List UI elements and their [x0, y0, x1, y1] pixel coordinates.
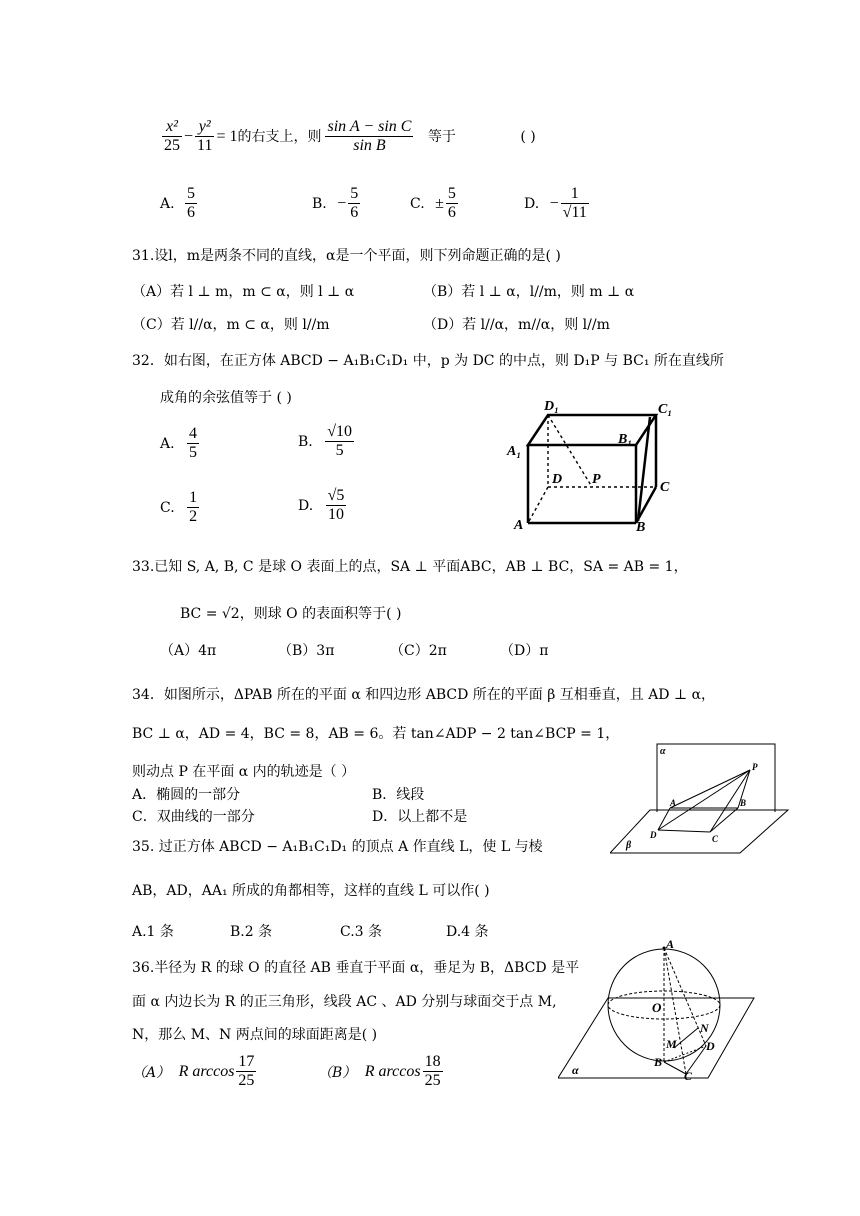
q31-option-a: （A）若 l ⊥ m，m ⊂ α，则 l ⊥ α	[132, 284, 355, 300]
q32-option-b: B. $\frac{√10}{5}$	[298, 423, 352, 460]
q33-stem: 33.已知 S, A, B, C 是球 O 表面上的点，SA ⊥ 平面ABC，AB ⊥ BC，SA = AB = 1，	[132, 559, 688, 575]
q36-label-o: O	[652, 1000, 662, 1015]
q36-sphere-figure	[558, 940, 758, 1082]
q32-option-c: C. $\frac{1}{2}$	[160, 489, 198, 526]
q31-stem: 31.设l，m是两条不同的直线，α是一个平面，则下列命题正确的是( )	[132, 248, 561, 264]
q33-option-b: （B）3π	[278, 643, 335, 659]
q30-option-d: D. − $\frac{1}{√11}$	[524, 185, 587, 222]
q34-label-a: A	[670, 798, 677, 808]
q36-label-alpha: α	[572, 1063, 579, 1077]
q30-option-c: C. ± $\frac{5}{6}$	[410, 185, 456, 222]
q34-label-d: D	[650, 830, 657, 840]
q30-option-b: B. − $\frac{5}{6}$	[312, 185, 359, 222]
q33-stem-2: BC = √2，则球 O 的表面积等于( )	[180, 606, 402, 622]
q30-stem: $\frac{\text{x²}}{25}$ − $\frac{\text{y²}}{11}$ = 1的右支上，则 $\frac{\text{sin A − sin C}}{\text{sin B}}$ 等于 ( )	[164, 118, 536, 155]
q35-option-d: D.4 条	[446, 924, 489, 940]
q35-option-c: C.3 条	[340, 924, 383, 940]
q36-label-b: B	[654, 1055, 663, 1069]
label-p: P	[592, 472, 601, 487]
label-d: D	[552, 472, 563, 487]
q34-option-d: D．以上都不是	[372, 809, 468, 825]
q30-option-a: A. $\frac{5}{6}$	[160, 185, 196, 222]
q30-frac1: $\frac{\text{x²}}{25}$	[164, 118, 180, 155]
q33-option-a: （A）4π	[160, 643, 217, 659]
label-a1: A₁	[507, 444, 522, 459]
q35-option-a: A.1 条	[132, 924, 174, 940]
q36-label-m: M	[666, 1037, 677, 1051]
q34-label-c: C	[712, 834, 719, 844]
q32-stem: 32．如右图，在正方体 ABCD − A₁B₁C₁D₁ 中，p 为 DC 的中点，则 D₁P 与 BC₁ 所在直线所	[132, 353, 724, 369]
q36-stem: 36.半径为 R 的球 O 的直径 AB 垂直于平面 α，垂足为 B，ΔBCD 是平	[132, 960, 580, 976]
q35-stem: 35. 过正方体 ABCD − A₁B₁C₁D₁ 的顶点 A 作直线 L，使 L 与棱	[132, 839, 543, 855]
q35-option-b: B.2 条	[230, 924, 273, 940]
q36-stem-3: N，那么 M、N 两点间的球面距离是( )	[132, 1027, 378, 1043]
q30-frac3: $\frac{\text{sin A − sin C}}{\text{sin B}}$	[327, 118, 412, 155]
q31-option-d: （D）若 l//α，m//α，则 l//m	[423, 317, 610, 333]
q30-frac2: $\frac{\text{y²}}{11}$	[197, 118, 213, 155]
q32-stem-2: 成角的余弦值等于 ( )	[160, 390, 292, 406]
q34-label-p: P	[752, 762, 758, 772]
q34-label-alpha: α	[660, 746, 666, 757]
q34-option-a: A．椭圆的一部分	[132, 787, 241, 803]
q35-stem-2: AB，AD，AA₁ 所成的角都相等，这样的直线 L 可以作( )	[132, 883, 490, 899]
q34-option-c: C．双曲线的一部分	[132, 809, 255, 825]
label-c1: C₁	[658, 402, 673, 417]
q32-cube-figure	[500, 395, 690, 535]
q34-label-b: B	[740, 798, 747, 808]
label-d1: D₁	[544, 399, 559, 414]
q32-option-a: A. $\frac{4}{5}$	[160, 425, 198, 462]
label-c: C	[660, 480, 670, 495]
q34-option-b: B．线段	[372, 787, 425, 803]
q36-label-c: C	[684, 1069, 693, 1082]
q36-option-b: （B） R arccos $\frac{18}{25}$	[318, 1053, 441, 1090]
q36-label-a: A	[666, 940, 675, 951]
label-b: B	[636, 520, 646, 535]
label-b1: B₁	[618, 432, 633, 447]
q34-planes-figure	[610, 738, 790, 858]
q36-label-d: D	[706, 1039, 715, 1053]
q34-stem-3: 则动点 P 在平面 α 内的轨迹是（ ）	[132, 764, 356, 780]
q33-option-c: （C）2π	[390, 643, 447, 659]
q31-option-b: （B）若 l ⊥ α，l//m，则 m ⊥ α	[423, 284, 635, 300]
q34-label-beta: β	[626, 840, 632, 851]
q31-option-c: （C）若 l//α，m ⊂ α，则 l//m	[132, 317, 330, 333]
label-a: A	[514, 518, 524, 533]
q34-stem: 34．如图所示，ΔPAB 所在的平面 α 和四边形 ABCD 所在的平面 β 互相垂直，且 AD ⊥ α，	[132, 687, 716, 703]
q32-option-d: D. $\frac{√5}{10}$	[298, 487, 345, 524]
q34-stem-2: BC ⊥ α，AD = 4，BC = 8，AB = 6。若 tan∠ADP − 2 tan∠BCP = 1，	[132, 726, 620, 742]
q36-stem-2: 面 α 内边长为 R 的正三角形，线段 AC 、AD 分别与球面交于点 M,	[132, 994, 557, 1010]
q36-label-n: N	[700, 1021, 709, 1035]
q33-option-d: （D）π	[500, 643, 549, 659]
q36-option-a: （A） R arccos $\frac{17}{25}$	[132, 1053, 255, 1090]
